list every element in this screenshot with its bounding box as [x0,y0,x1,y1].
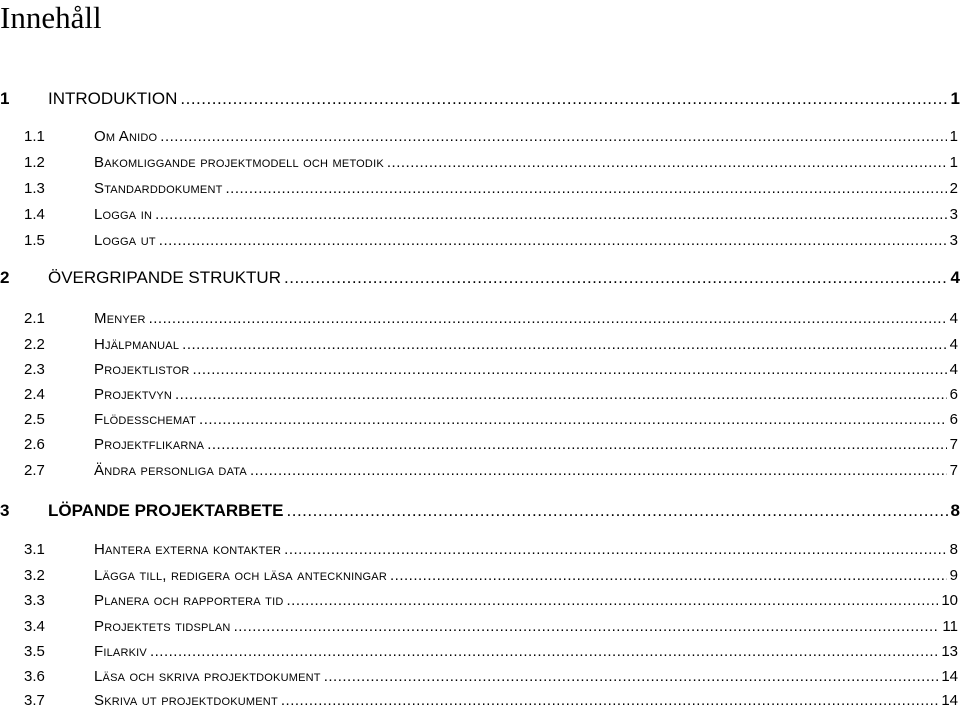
toc-number: 1.2 [24,154,45,171]
dot-leader [234,618,940,635]
toc-item-1-1[interactable] [0,128,960,152]
toc-number: 2.5 [24,411,45,428]
toc-label: Logga ut [94,232,156,249]
toc-page: 4 [949,310,958,327]
toc-page: 7 [949,436,958,453]
dot-leader [284,268,948,288]
dot-leader [150,643,938,660]
dot-leader [226,180,947,197]
toc-number: 2 [0,268,10,287]
toc-page: 1 [949,128,958,145]
toc-number: 1 [0,89,10,108]
toc-label: Planera och rapportera tid [94,592,284,609]
toc-number: 2.7 [24,462,45,479]
toc-item-2-4[interactable] [0,386,960,410]
toc-label: Lägga till, redigera och läsa anteckningar [94,567,387,584]
toc-number: 1.5 [24,232,45,249]
toc-page: 4 [950,268,960,287]
toc-number: 2.4 [24,386,45,403]
toc-page: 13 [941,643,958,660]
toc-page: 14 [941,668,958,685]
toc-page: 6 [949,386,958,403]
toc-label: INTRODUKTION [48,89,178,108]
toc-section-1[interactable] [0,89,960,113]
toc-page: 2 [949,180,958,197]
toc-page: 9 [949,567,958,584]
toc-page: 11 [942,618,958,635]
dot-leader [193,361,947,378]
toc-number: 3.7 [24,692,45,709]
dot-leader [207,436,946,453]
toc-number: 3 [0,501,10,520]
toc-item-3-1[interactable] [0,541,960,565]
toc-page: 3 [949,206,958,223]
dot-leader [182,336,946,353]
dot-leader [286,592,938,609]
dot-leader [281,692,938,709]
dot-leader [160,128,946,145]
toc-page: 4 [949,336,958,353]
toc-number: 2.6 [24,436,45,453]
toc-label: Hantera externa kontakter [94,541,282,558]
dot-leader [180,89,947,109]
toc-label: Projektlistor [94,361,190,378]
dot-leader [159,232,947,249]
toc-section-3[interactable] [0,501,960,525]
dot-leader [155,206,947,223]
toc-number: 1.1 [24,128,45,145]
toc-label: Flödesschemat [94,411,197,428]
dot-leader [284,541,947,558]
toc-item-1-3[interactable] [0,180,960,204]
toc-page: 3 [949,232,958,249]
toc-page: 8 [949,541,958,558]
toc-label: LÖPANDE PROJEKTARBETE [48,501,284,520]
toc-label: Ändra personliga data [94,462,247,479]
toc-label: Menyer [94,310,146,327]
toc-item-3-4[interactable] [0,618,960,642]
toc-item-3-2[interactable] [0,567,960,591]
toc-page: 4 [949,361,958,378]
toc-page: 1 [949,154,958,171]
toc-item-1-4[interactable] [0,206,960,230]
toc-item-1-2[interactable] [0,154,960,178]
dot-leader [149,310,947,327]
toc-item-2-1[interactable] [0,310,960,334]
toc-label: ÖVERGRIPANDE STRUKTUR [48,268,281,287]
toc-label: Filarkiv [94,643,147,660]
toc-number: 3.5 [24,643,45,660]
toc-number: 2.1 [24,310,45,327]
toc-page: 1 [950,89,960,108]
dot-leader [199,411,947,428]
toc-section-2[interactable] [0,268,960,292]
toc-page: 7 [949,462,958,479]
toc-item-2-5[interactable] [0,411,960,435]
toc-item-2-6[interactable] [0,436,960,460]
toc-label: Projektflikarna [94,436,205,453]
dot-leader [390,567,947,584]
toc-item-3-6[interactable] [0,668,960,692]
toc-number: 2.3 [24,361,45,378]
toc-number: 3.4 [24,618,45,635]
toc-number: 1.3 [24,180,45,197]
toc-page: 14 [941,692,958,709]
toc-item-3-7[interactable] [0,692,960,716]
page-title: Innehåll [0,0,102,35]
dot-leader [250,462,947,479]
toc-number: 3.1 [24,541,45,558]
toc-item-3-5[interactable] [0,643,960,667]
dot-leader [324,668,939,685]
toc-label: Läsa och skriva projektdokument [94,668,321,685]
dot-leader [175,386,947,403]
toc-page: 10 [941,592,958,609]
toc-number: 2.2 [24,336,45,353]
toc-label: Bakomliggande projektmodell och metodik [94,154,384,171]
toc-number: 3.2 [24,567,45,584]
toc-label: Projektvyn [94,386,173,403]
dot-leader [287,501,948,521]
toc-item-2-7[interactable] [0,462,960,486]
toc-label: Projektets tidsplan [94,618,231,635]
dot-leader [387,154,947,171]
toc-number: 3.3 [24,592,45,609]
toc-item-1-5[interactable] [0,232,960,256]
toc-page: 6 [949,411,958,428]
toc-number: 1.4 [24,206,45,223]
toc-label: Hjälpmanual [94,336,180,353]
toc-label: Skriva ut projektdokument [94,692,278,709]
toc-label: Om Anido [94,128,158,145]
toc-item-2-3[interactable] [0,361,960,385]
toc-item-3-3[interactable] [0,592,960,616]
toc-page: 8 [950,501,960,520]
toc-label: Logga in [94,206,153,223]
toc-item-2-2[interactable] [0,336,960,360]
toc-number: 3.6 [24,668,45,685]
toc-label: Standarddokument [94,180,223,197]
